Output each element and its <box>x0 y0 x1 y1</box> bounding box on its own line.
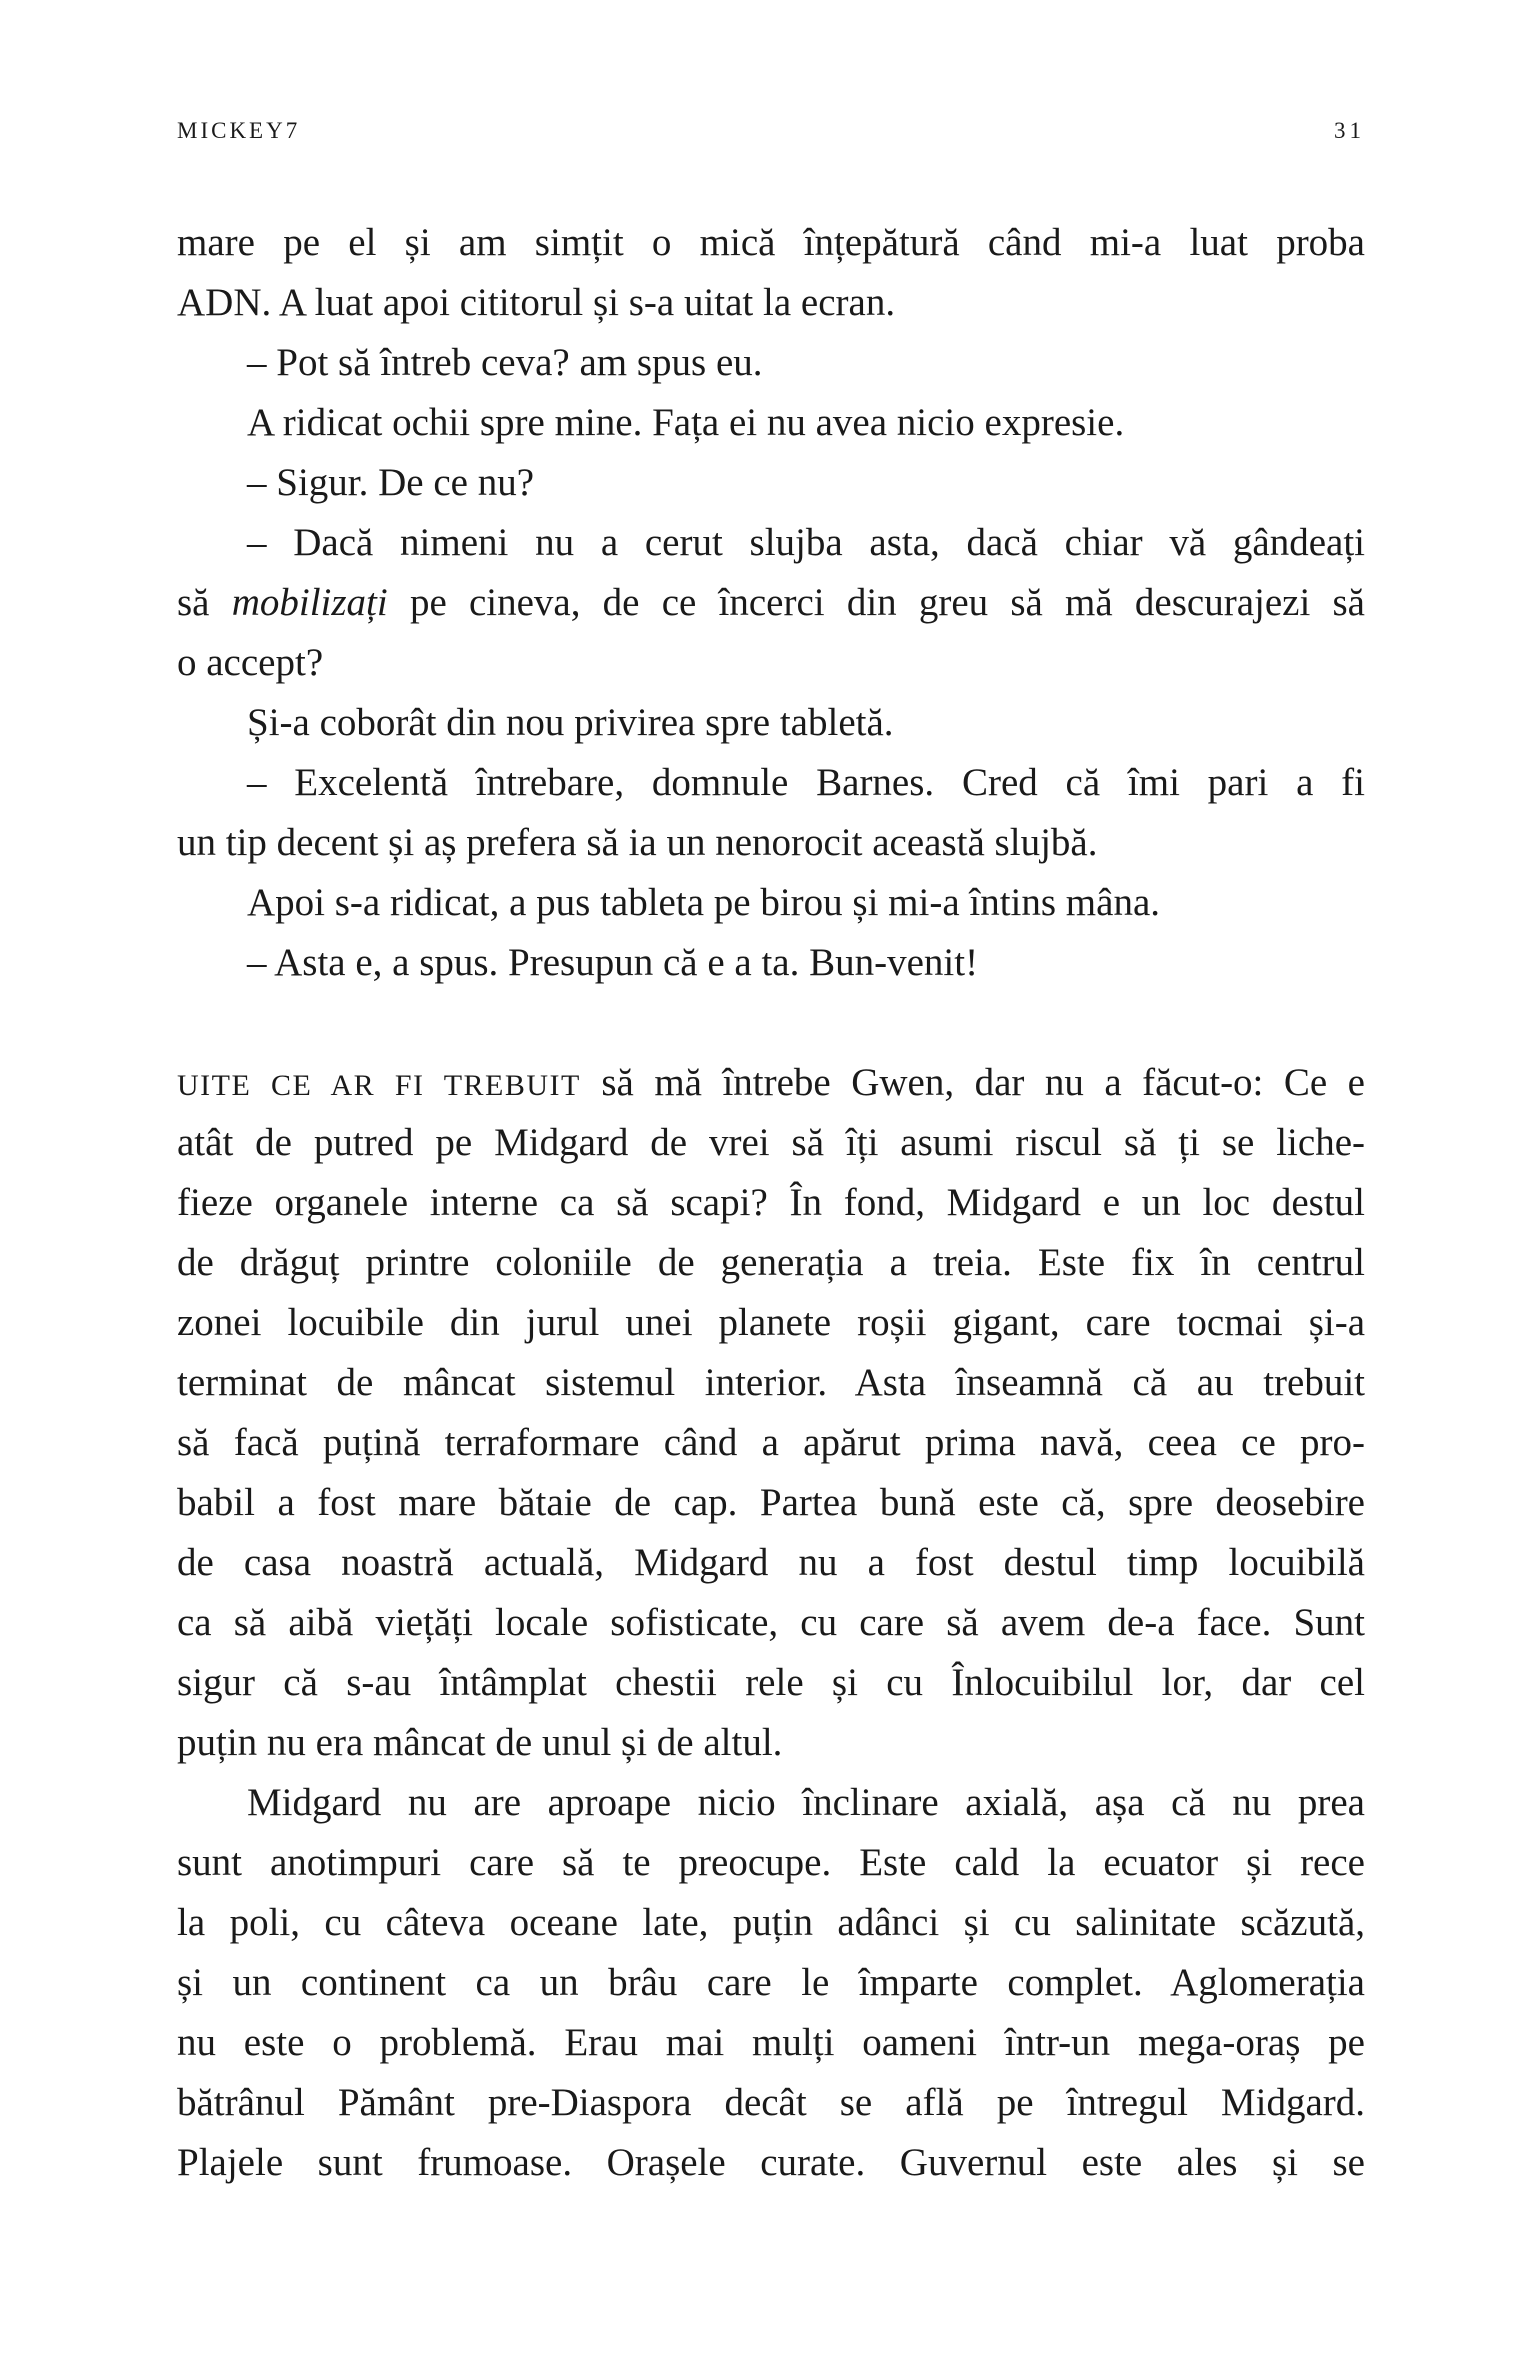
text-line <box>177 513 1365 573</box>
text-segment: zonei locuibile din jurul unei planete roșii gigant, care tocmai și-a <box>177 1301 1365 1344</box>
text-segment: de casa noastră actuală, Midgard nu a fost destul timp locuibilă <box>177 1541 1365 1584</box>
text-line <box>177 933 1365 993</box>
text-line <box>177 1293 1365 1353</box>
text-line <box>177 633 1365 693</box>
text-segment: sigur că s-au întâmplat chestii rele și cu Înlocuibilul lor, dar cel <box>177 1661 1365 1704</box>
text-segment: bătrânul Pământ pre-Diaspora decât se află pe întregul Midgard. <box>177 2081 1365 2124</box>
text-segment: puțin nu era mâncat de unul și de altul. <box>177 1721 783 1764</box>
text-line <box>177 1653 1365 1713</box>
text-line <box>177 1233 1365 1293</box>
text-segment: atât de putred pe Midgard de vrei să îți asumi riscul să ți se liche- <box>177 1121 1365 1164</box>
text-segment: la poli, cu câteva oceane late, puțin adânci și cu salinitate scăzută, <box>177 1901 1365 1944</box>
text-segment: nu este o problemă. Erau mai mulți oameni într-un mega-oraș pe <box>177 2021 1365 2064</box>
text-line <box>177 2013 1365 2073</box>
text-segment: de drăguț printre coloniile de generația a treia. Este fix în centrul <box>177 1241 1365 1284</box>
text-segment: Plajele sunt frumoase. Orașele curate. Guvernul este ales și se <box>177 2141 1365 2184</box>
text-segment: ADN. A luat apoi cititorul și s-a uitat la ecran. <box>177 281 896 324</box>
book-title: MICKEY7 <box>177 118 301 143</box>
running-header <box>177 118 1365 148</box>
text-segment: – Dacă nimeni nu a cerut slujba asta, dacă chiar vă gândeați <box>247 521 1365 564</box>
italic-text: mobilizați <box>231 581 388 624</box>
text-line <box>177 1113 1365 1173</box>
text-segment: Midgard nu are aproape nicio înclinare axială, așa că nu prea <box>247 1781 1365 1824</box>
text-segment: fieze organele interne ca să scapi? În fond, Midgard e un loc destul <box>177 1181 1365 1224</box>
text-line <box>177 2133 1365 2193</box>
text-segment: – Excelentă întrebare, domnule Barnes. Cred că îmi pari a fi <box>247 761 1365 804</box>
text-segment: o accept? <box>177 641 324 684</box>
text-line <box>177 1473 1365 1533</box>
text-segment: terminat de mâncat sistemul interior. Asta înseamnă că au trebuit <box>177 1361 1365 1404</box>
text-segment: Apoi s-a ridicat, a pus tableta pe birou și mi-a întins mâna. <box>247 881 1161 924</box>
text-segment: să facă puțină terraformare când a apărut prima navă, ceea ce pro- <box>177 1421 1365 1464</box>
text-segment: mare pe el și am simțit o mică înțepătură când mi-a luat proba <box>177 221 1365 264</box>
text-line <box>177 1833 1365 1893</box>
text-segment: – Pot să întreb ceva? am spus eu. <box>247 341 763 384</box>
text-segment: sunt anotimpuri care să te preocupe. Este cald la ecuator și rece <box>177 1841 1365 1884</box>
text-line <box>177 753 1365 813</box>
text-segment: ca să aibă viețăți locale sofisticate, cu care să avem de-a face. Sunt <box>177 1601 1365 1644</box>
text-line <box>177 1053 1365 1113</box>
text-line <box>177 1953 1365 2013</box>
text-line <box>177 693 1365 753</box>
text-line <box>177 273 1365 333</box>
small-caps-lead-in: UITE CE AR FI TREBUIT <box>177 1069 581 1102</box>
text-segment: să mă întrebe Gwen, dar nu a făcut-o: Ce e <box>580 1061 1365 1104</box>
text-segment: – Sigur. De ce nu? <box>247 461 535 504</box>
text-segment: Și-a coborât din nou privirea spre tabletă. <box>247 701 894 744</box>
text-line <box>177 1893 1365 1953</box>
text-line <box>177 1173 1365 1233</box>
text-line <box>177 573 1365 633</box>
text-line <box>177 453 1365 513</box>
scene-1-text <box>177 213 1365 993</box>
text-segment: să <box>177 581 232 624</box>
text-line <box>177 1593 1365 1653</box>
text-segment: pe cineva, de ce încerci din greu să mă descurajezi să <box>387 581 1365 624</box>
text-line <box>177 1713 1365 1773</box>
text-segment: și un continent ca un brâu care le împarte complet. Aglomerația <box>177 1961 1365 2004</box>
text-line <box>177 1773 1365 1833</box>
text-line <box>177 213 1365 273</box>
text-segment: A ridicat ochii spre mine. Fața ei nu avea nicio expresie. <box>247 401 1125 444</box>
text-segment: – Asta e, a spus. Presupun că e a ta. Bun-venit! <box>247 941 979 984</box>
text-line <box>177 813 1365 873</box>
text-segment: babil a fost mare bătaie de cap. Partea bună este că, spre deosebire <box>177 1481 1365 1524</box>
page-number: 31 <box>1334 118 1365 143</box>
scene-2-text <box>177 1053 1365 2193</box>
text-line <box>177 873 1365 933</box>
text-segment: un tip decent și aș prefera să ia un nenorocit această slujbă. <box>177 821 1098 864</box>
text-line <box>177 393 1365 453</box>
text-line <box>177 1353 1365 1413</box>
text-line <box>177 1413 1365 1473</box>
text-line <box>177 2073 1365 2133</box>
text-line <box>177 1533 1365 1593</box>
text-line <box>177 333 1365 393</box>
